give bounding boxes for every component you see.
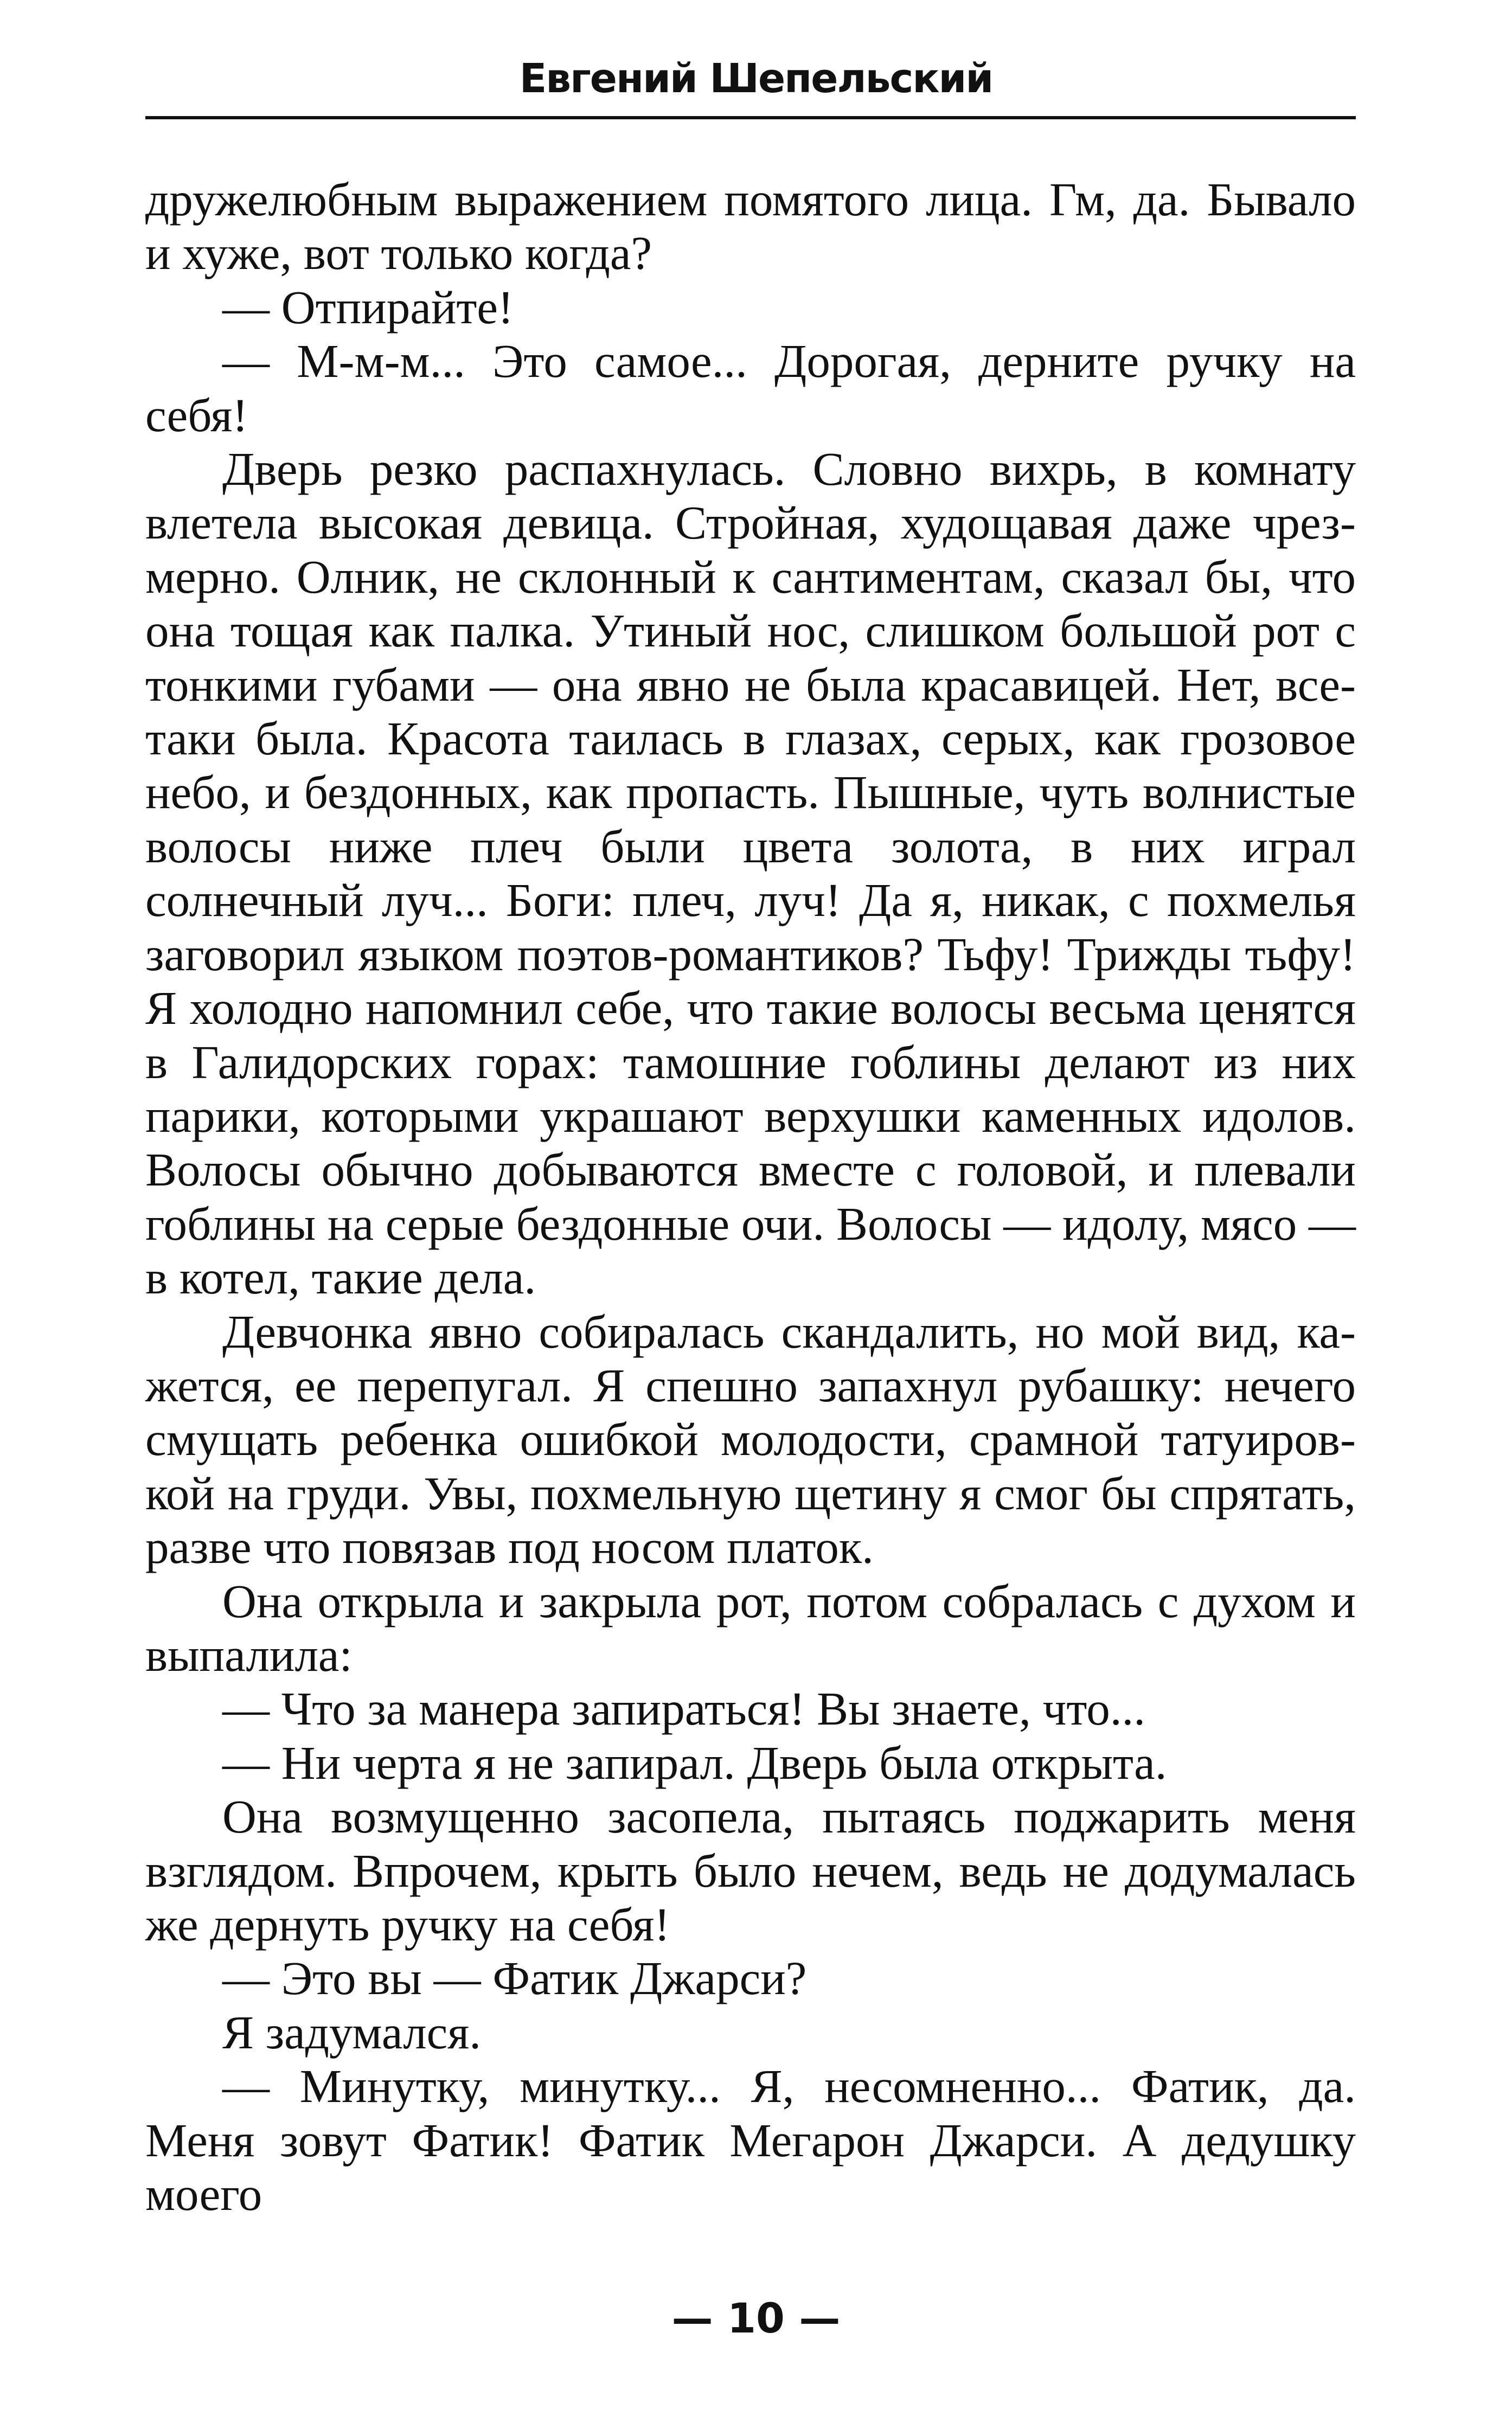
paragraph-1: дружелюбным выражением помятого лица. Гм, да. Бывало и хуже, вот только когда?	[145, 173, 1356, 280]
header-divider	[145, 116, 1356, 119]
page-number: — 10 —	[671, 2294, 841, 2342]
running-head-author: Евгений Шепельский	[519, 55, 993, 102]
paragraph-8: — Ни черта я не запирал. Дверь была открыта.	[222, 1736, 1167, 1789]
paragraph-2: — Отпирайте!	[222, 280, 514, 334]
paragraph-9: Она возмущенно засопела, пытаясь поджарить меня взглядом. Впрочем, крыть было нечем, ведь не додумалась же дернуть ручку на себя!	[145, 1790, 1356, 1951]
paragraph-10: — Это вы — Фатик Джарси?	[222, 1952, 807, 2005]
paragraph-12: — Минутку, минутку... Я, несомненно... Фатик, да. Меня зовут Фатик! Фатик Мегарон Джарси. А дедушку моего	[145, 2060, 1356, 2221]
paragraph-3: — М-м-м... Это самое... Дорогая, дерните ручку на себя!	[145, 335, 1356, 441]
paragraph-4: Дверь резко распахнулась. Словно вихрь, в комнату влетела высокая девица. Стройная, худощавая даже чрезмерно. Олник, не склонный к сантиментам, сказал бы, что она тощая как палка. Утиный нос, слишком большой рот с тонкими губами — она явно не была красавицей. Нет, все-таки была. Красота таилась в глазах, серых, как грозовое небо, и бездонных, как пропасть. Пышные, чуть волнистые волосы ниже плеч были цвета золота, в них играл солнечный луч... Боги: плеч, луч! Да я, никак, с похмелья заговорил языком поэтов-романтиков? Тьфу! Трижды тьфу! Я холодно напомнил себе, что такие волосы весьма ценятся в Галидорских горах: тамошние гоблины делают из них парики, которыми украшают верхушки каменных идолов. Волосы обычно добываются вместе с головой, и плевали гоблины на серые бездонные очи. Волосы — идолу, мясо — в котел, такие дела.	[145, 443, 1356, 1304]
paragraph-5: Девчонка явно собиралась скандалить, но мой вид, кажется, ее перепугал. Я спешно запахнул рубашку: нечего смущать ребенка ошибкой молодости, срамной татуировкой на груди. Увы, похмельную щетину я смог бы спрятать, разве что повязав под носом платок.	[145, 1305, 1356, 1574]
paragraph-6: Она открыла и закрыла рот, потом собралась с духом и выпалила:	[145, 1574, 1356, 1681]
body-text	[145, 172, 1356, 2221]
paragraph-11: Я задумался.	[222, 2005, 482, 2059]
paragraph-7: — Что за манера запираться! Вы знаете, что...	[222, 1682, 1146, 1735]
